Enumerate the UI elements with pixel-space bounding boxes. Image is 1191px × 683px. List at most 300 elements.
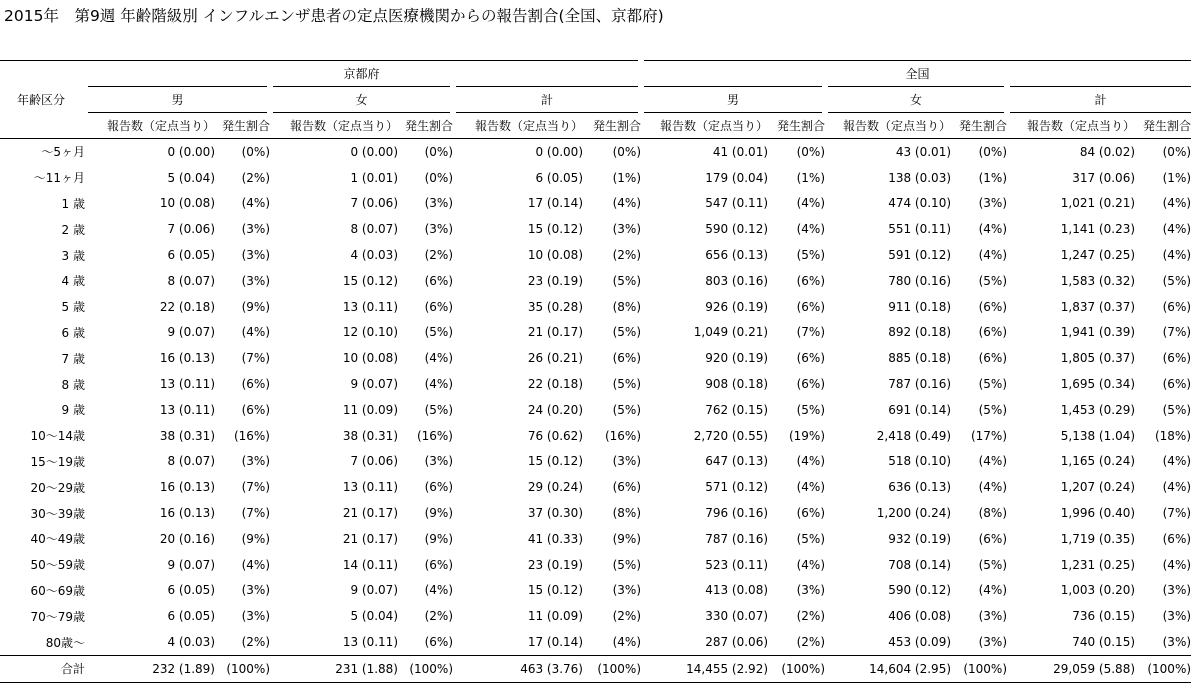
age-label: 年齢区分	[0, 61, 85, 139]
table-row	[0, 526, 1191, 552]
report-count-cell: 24 (0.20)	[527, 402, 583, 417]
rate-cell: (9%)	[612, 531, 642, 546]
report-count-cell: 8 (0.07)	[350, 222, 398, 237]
rate-cell: (7%)	[796, 325, 826, 340]
report-count-cell: 1,003 (0.20)	[1060, 583, 1136, 598]
report-count-cell: 8 (0.07)	[167, 273, 215, 288]
report-count-cell: 16 (0.13)	[159, 351, 215, 366]
report-count-cell: 796 (0.16)	[705, 506, 769, 521]
report-count-cell: 138 (0.03)	[888, 170, 952, 185]
table-row	[0, 629, 1191, 655]
table-row	[0, 294, 1191, 320]
rate-cell: (2%)	[796, 635, 826, 650]
sex-header-kyoto-female: 女	[270, 87, 453, 113]
report-count-cell: 9 (0.07)	[167, 325, 215, 340]
table-row	[0, 449, 1191, 475]
rate-cell: (5%)	[796, 248, 826, 263]
report-count-cell: 803 (0.16)	[705, 273, 769, 288]
rate-cell: (5%)	[612, 377, 642, 392]
rate-cell: (7%)	[241, 480, 270, 495]
rate-cell: (100%)	[768, 655, 825, 682]
rate-cell: (6%)	[978, 299, 1008, 314]
rate-cell: (6%)	[424, 557, 453, 572]
rate-cell: (5%)	[796, 531, 826, 546]
age-group-label: 9 歳	[61, 403, 85, 418]
report-count-cell: 708 (0.14)	[888, 557, 952, 572]
rate-cell: (6%)	[424, 635, 453, 650]
rate-cell: (2%)	[612, 609, 642, 624]
table-row	[0, 552, 1191, 578]
age-group-label: 6 歳	[61, 325, 85, 340]
rate-cell: (3%)	[241, 273, 270, 288]
report-count-cell: 1 (0.01)	[350, 170, 398, 185]
table-row	[0, 320, 1191, 346]
age-group-label: 40〜49歳	[30, 532, 85, 547]
rate-cell: (3%)	[612, 454, 642, 469]
rate-cell: (6%)	[1162, 351, 1191, 366]
rate-cell: (4%)	[978, 583, 1008, 598]
report-count-cell: 1,805 (0.37)	[1060, 351, 1136, 366]
report-count-cell: 656 (0.13)	[705, 248, 769, 263]
rate-cell: (2%)	[612, 248, 642, 263]
report-count-cell: 8 (0.07)	[167, 454, 215, 469]
report-count-cell: 11 (0.09)	[527, 609, 583, 624]
col-header-rate: 発生割合	[1135, 113, 1191, 139]
report-count-cell: 1,247 (0.25)	[1060, 248, 1136, 263]
report-count-cell: 13 (0.11)	[159, 402, 215, 417]
report-count-cell: 1,583 (0.32)	[1060, 273, 1136, 288]
rate-cell: (5%)	[978, 273, 1008, 288]
report-count-cell: 7 (0.06)	[350, 454, 398, 469]
report-count-cell: 179 (0.04)	[705, 170, 769, 185]
rate-cell: (6%)	[424, 299, 453, 314]
rate-cell: (16%)	[233, 428, 270, 443]
report-count-cell: 231 (1.88)	[270, 655, 398, 682]
rate-cell: (4%)	[796, 196, 826, 211]
report-count-cell: 474 (0.10)	[888, 196, 952, 211]
age-group-label: 60〜69歳	[30, 583, 85, 598]
rate-cell: (5%)	[612, 402, 642, 417]
report-count-cell: 41 (0.33)	[527, 531, 583, 546]
report-count-cell: 911 (0.18)	[888, 299, 952, 314]
report-count-cell: 636 (0.13)	[888, 480, 952, 495]
rate-cell: (4%)	[978, 222, 1008, 237]
report-count-cell: 0 (0.00)	[535, 144, 583, 159]
rate-cell: (2%)	[424, 609, 453, 624]
age-group-label: 2 歳	[61, 222, 85, 237]
rate-cell: (5%)	[978, 557, 1008, 572]
report-count-cell: 1,719 (0.35)	[1060, 531, 1136, 546]
rate-cell: (100%)	[951, 655, 1007, 682]
age-group-label: 1 歳	[61, 196, 85, 211]
header-row-columns	[0, 113, 1191, 139]
rate-cell: (5%)	[1162, 402, 1191, 417]
report-count-cell: 84 (0.02)	[1079, 144, 1136, 159]
report-count-cell: 547 (0.11)	[705, 196, 769, 211]
report-count-cell: 1,231 (0.25)	[1060, 557, 1136, 572]
age-group-label: 7 歳	[61, 351, 85, 366]
report-count-cell: 11 (0.09)	[342, 402, 398, 417]
rate-cell: (1%)	[1162, 170, 1191, 185]
rate-cell: (9%)	[241, 531, 270, 546]
table-row	[0, 500, 1191, 526]
rate-cell: (4%)	[796, 480, 826, 495]
report-count-cell: 571 (0.12)	[705, 480, 769, 495]
rate-cell: (4%)	[1162, 480, 1191, 495]
report-count-cell: 413 (0.08)	[705, 583, 769, 598]
age-group-label: 70〜79歳	[30, 609, 85, 624]
age-group-label: 〜5ヶ月	[41, 145, 85, 160]
rate-cell: (6%)	[1162, 531, 1191, 546]
rate-cell: (7%)	[1162, 506, 1191, 521]
report-count-cell: 232 (1.89)	[85, 655, 215, 682]
rate-cell: (3%)	[978, 635, 1008, 650]
rate-cell: (3%)	[1162, 635, 1191, 650]
table-row	[0, 423, 1191, 449]
report-count-cell: 591 (0.12)	[888, 248, 952, 263]
rate-cell: (6%)	[1162, 377, 1191, 392]
report-count-cell: 15 (0.12)	[527, 454, 583, 469]
age-group-label: 4 歳	[61, 274, 85, 289]
rate-cell: (9%)	[424, 531, 453, 546]
report-count-cell: 43 (0.01)	[895, 144, 952, 159]
rate-cell: (4%)	[241, 557, 270, 572]
rate-cell: (3%)	[612, 583, 642, 598]
rate-cell: (3%)	[1162, 609, 1191, 624]
rate-cell: (3%)	[241, 248, 270, 263]
report-count-cell: 15 (0.12)	[527, 222, 583, 237]
rate-cell: (100%)	[583, 655, 641, 682]
rate-cell: (6%)	[424, 480, 453, 495]
report-count-cell: 0 (0.00)	[350, 144, 398, 159]
rate-cell: (16%)	[604, 428, 642, 443]
rate-cell: (8%)	[978, 506, 1008, 521]
rate-cell: (6%)	[796, 351, 826, 366]
report-count-cell: 926 (0.19)	[705, 299, 769, 314]
header-row-region	[0, 61, 1191, 87]
report-count-cell: 0 (0.00)	[167, 144, 215, 159]
rate-cell: (3%)	[241, 222, 270, 237]
report-count-cell: 5,138 (1.04)	[1060, 428, 1136, 443]
col-header-reports: 報告数（定点当り）	[1007, 113, 1135, 139]
report-count-cell: 932 (0.19)	[888, 531, 952, 546]
report-count-cell: 1,695 (0.34)	[1060, 377, 1136, 392]
rate-cell: (6%)	[796, 377, 826, 392]
rate-cell: (4%)	[796, 222, 826, 237]
report-count-cell: 35 (0.28)	[527, 299, 583, 314]
report-count-cell: 4 (0.03)	[350, 248, 398, 263]
sex-header-kyoto-male: 男	[85, 87, 270, 113]
rate-cell: (5%)	[424, 402, 453, 417]
rate-cell: (4%)	[978, 454, 1008, 469]
report-count-cell: 20 (0.16)	[159, 531, 215, 546]
rate-cell: (16%)	[416, 428, 453, 443]
report-count-cell: 10 (0.08)	[342, 351, 398, 366]
report-count-cell: 6 (0.05)	[167, 609, 215, 624]
col-header-reports: 報告数（定点当り）	[85, 113, 215, 139]
report-count-cell: 6 (0.05)	[167, 583, 215, 598]
age-group-label: 〜11ヶ月	[33, 171, 85, 186]
rate-cell: (100%)	[1135, 655, 1191, 682]
rate-cell: (5%)	[1162, 273, 1191, 288]
rate-cell: (6%)	[978, 531, 1008, 546]
age-group-label: 80歳〜	[45, 635, 85, 650]
table-row	[0, 191, 1191, 217]
age-group-label: 8 歳	[61, 377, 85, 392]
rate-cell: (6%)	[612, 480, 642, 495]
rate-cell: (4%)	[1162, 454, 1191, 469]
age-group-label: 50〜59歳	[30, 558, 85, 573]
report-count-cell: 9 (0.07)	[350, 583, 398, 598]
report-count-cell: 787 (0.16)	[888, 377, 952, 392]
report-count-cell: 523 (0.11)	[705, 557, 769, 572]
report-count-cell: 518 (0.10)	[888, 454, 952, 469]
rate-cell: (8%)	[612, 299, 642, 314]
report-count-cell: 14,455 (2.92)	[641, 655, 768, 682]
rate-cell: (5%)	[612, 557, 642, 572]
rate-cell: (8%)	[612, 506, 642, 521]
rate-cell: (0%)	[241, 144, 270, 159]
report-count-cell: 13 (0.11)	[342, 299, 398, 314]
age-group-label: 5 歳	[61, 300, 85, 315]
report-count-cell: 1,996 (0.40)	[1060, 506, 1136, 521]
report-count-cell: 287 (0.06)	[705, 635, 769, 650]
report-count-cell: 736 (0.15)	[1072, 609, 1136, 624]
report-count-cell: 762 (0.15)	[705, 402, 769, 417]
rate-cell: (6%)	[424, 273, 453, 288]
rate-cell: (3%)	[796, 583, 826, 598]
report-count-cell: 15 (0.12)	[342, 273, 398, 288]
col-header-reports: 報告数（定点当り）	[453, 113, 583, 139]
sex-header-national-female: 女	[825, 87, 1007, 113]
rate-cell: (0%)	[796, 144, 826, 159]
report-count-cell: 15 (0.12)	[527, 583, 583, 598]
col-header-reports: 報告数（定点当り）	[270, 113, 398, 139]
report-count-cell: 740 (0.15)	[1072, 635, 1136, 650]
report-count-cell: 787 (0.16)	[705, 531, 769, 546]
col-header-reports: 報告数（定点当り）	[641, 113, 768, 139]
rate-cell: (9%)	[241, 299, 270, 314]
report-count-cell: 10 (0.08)	[527, 248, 583, 263]
rate-cell: (6%)	[241, 377, 270, 392]
rate-cell: (0%)	[612, 144, 642, 159]
report-count-cell: 691 (0.14)	[888, 402, 952, 417]
age-group-label: 15〜19歳	[30, 454, 85, 469]
rate-cell: (0%)	[424, 170, 453, 185]
report-count-cell: 463 (3.76)	[453, 655, 583, 682]
rate-cell: (3%)	[424, 222, 453, 237]
report-count-cell: 29,059 (5.88)	[1007, 655, 1135, 682]
rate-cell: (3%)	[424, 196, 453, 211]
report-count-cell: 780 (0.16)	[888, 273, 952, 288]
report-count-cell: 22 (0.18)	[159, 299, 215, 314]
region-national: 全国	[641, 61, 1191, 87]
rate-cell: (3%)	[978, 196, 1008, 211]
rate-cell: (1%)	[978, 170, 1008, 185]
report-count-cell: 1,453 (0.29)	[1060, 402, 1136, 417]
rate-cell: (4%)	[612, 196, 642, 211]
report-count-cell: 13 (0.11)	[342, 635, 398, 650]
rate-cell: (9%)	[424, 506, 453, 521]
rate-cell: (1%)	[612, 170, 642, 185]
table-row	[0, 371, 1191, 397]
col-header-rate: 発生割合	[951, 113, 1007, 139]
rate-cell: (4%)	[424, 583, 453, 598]
table-row	[0, 165, 1191, 191]
report-count-cell: 76 (0.62)	[527, 428, 583, 443]
report-count-cell: 892 (0.18)	[888, 325, 952, 340]
rate-cell: (3%)	[1162, 583, 1191, 598]
rate-cell: (18%)	[1154, 428, 1191, 443]
table-row	[0, 474, 1191, 500]
rate-cell: (2%)	[241, 170, 270, 185]
rate-cell: (100%)	[398, 655, 453, 682]
age-group-label: 合計	[0, 655, 85, 682]
rate-cell: (3%)	[978, 609, 1008, 624]
report-count-cell: 6 (0.05)	[167, 248, 215, 263]
region-kyoto: 京都府	[85, 61, 641, 87]
rate-cell: (19%)	[788, 428, 826, 443]
report-count-cell: 1,049 (0.21)	[693, 325, 769, 340]
col-header-rate: 発生割合	[215, 113, 270, 139]
rate-cell: (2%)	[424, 248, 453, 263]
report-count-cell: 21 (0.17)	[342, 506, 398, 521]
report-count-cell: 10 (0.08)	[159, 196, 215, 211]
report-count-cell: 1,941 (0.39)	[1060, 325, 1136, 340]
report-count-cell: 26 (0.21)	[527, 351, 583, 366]
rate-cell: (17%)	[970, 428, 1008, 443]
rate-cell: (4%)	[1162, 196, 1191, 211]
table-row	[0, 578, 1191, 604]
report-count-cell: 1,200 (0.24)	[876, 506, 952, 521]
page-title: 2015年 第9週 年齢階級別 インフルエンザ患者の定点医療機関からの報告割合(全国、京都府)	[4, 7, 664, 25]
report-count-cell: 6 (0.05)	[535, 170, 583, 185]
rate-cell: (0%)	[424, 144, 453, 159]
report-count-cell: 16 (0.13)	[159, 506, 215, 521]
report-count-cell: 21 (0.17)	[527, 325, 583, 340]
rate-cell: (0%)	[1162, 144, 1191, 159]
table-row	[0, 242, 1191, 268]
rate-cell: (4%)	[796, 454, 826, 469]
rate-cell: (4%)	[978, 248, 1008, 263]
rate-cell: (4%)	[796, 557, 826, 572]
report-count-cell: 38 (0.31)	[342, 428, 398, 443]
rate-cell: (6%)	[796, 273, 826, 288]
report-count-cell: 13 (0.11)	[159, 377, 215, 392]
rate-cell: (0%)	[978, 144, 1008, 159]
age-group-label: 10〜14歳	[30, 429, 85, 444]
report-count-cell: 38 (0.31)	[159, 428, 215, 443]
rate-cell: (4%)	[1162, 248, 1191, 263]
rate-cell: (5%)	[978, 402, 1008, 417]
rate-cell: (6%)	[241, 402, 270, 417]
rate-cell: (4%)	[612, 635, 642, 650]
report-count-cell: 885 (0.18)	[888, 351, 952, 366]
report-count-cell: 9 (0.07)	[350, 377, 398, 392]
rate-cell: (3%)	[241, 454, 270, 469]
report-count-cell: 16 (0.13)	[159, 480, 215, 495]
rate-cell: (5%)	[978, 377, 1008, 392]
report-count-cell: 1,165 (0.24)	[1060, 454, 1136, 469]
rate-cell: (4%)	[978, 480, 1008, 495]
age-group-label: 3 歳	[61, 248, 85, 263]
report-count-cell: 317 (0.06)	[1072, 170, 1136, 185]
rate-cell: (3%)	[241, 583, 270, 598]
rate-cell: (6%)	[796, 506, 826, 521]
report-count-cell: 551 (0.11)	[888, 222, 952, 237]
rate-cell: (2%)	[796, 609, 826, 624]
report-count-cell: 5 (0.04)	[350, 609, 398, 624]
report-count-cell: 2,418 (0.49)	[876, 428, 952, 443]
rate-cell: (5%)	[796, 402, 826, 417]
rate-cell: (6%)	[978, 325, 1008, 340]
rate-cell: (6%)	[1162, 299, 1191, 314]
rate-cell: (5%)	[424, 325, 453, 340]
report-count-cell: 14,604 (2.95)	[825, 655, 951, 682]
report-count-cell: 1,021 (0.21)	[1060, 196, 1136, 211]
report-count-cell: 7 (0.06)	[350, 196, 398, 211]
report-count-cell: 13 (0.11)	[342, 480, 398, 495]
table-row	[0, 603, 1191, 629]
report-count-cell: 1,141 (0.23)	[1060, 222, 1136, 237]
report-count-cell: 21 (0.17)	[342, 531, 398, 546]
col-header-rate: 発生割合	[768, 113, 825, 139]
age-group-label: 30〜39歳	[30, 506, 85, 521]
rate-cell: (7%)	[241, 351, 270, 366]
table-row	[0, 345, 1191, 371]
report-count-cell: 908 (0.18)	[705, 377, 769, 392]
report-count-cell: 17 (0.14)	[527, 196, 583, 211]
sex-header-national-total: 計	[1007, 87, 1191, 113]
table-row	[0, 216, 1191, 242]
rate-cell: (6%)	[612, 351, 642, 366]
rate-cell: (7%)	[241, 506, 270, 521]
report-count-cell: 330 (0.07)	[705, 609, 769, 624]
col-header-reports: 報告数（定点当り）	[825, 113, 951, 139]
rate-cell: (5%)	[612, 325, 642, 340]
rate-cell: (3%)	[612, 222, 642, 237]
report-count-cell: 17 (0.14)	[527, 635, 583, 650]
rate-cell: (5%)	[612, 273, 642, 288]
report-count-cell: 9 (0.07)	[167, 557, 215, 572]
col-header-rate: 発生割合	[583, 113, 641, 139]
influenza-report-table	[0, 60, 1191, 683]
rate-cell: (6%)	[796, 299, 826, 314]
report-count-cell: 23 (0.19)	[527, 273, 583, 288]
rate-cell: (4%)	[1162, 222, 1191, 237]
rate-cell: (100%)	[215, 655, 270, 682]
report-count-cell: 23 (0.19)	[527, 557, 583, 572]
rate-cell: (4%)	[241, 196, 270, 211]
age-group-label: 20〜29歳	[30, 480, 85, 495]
report-count-cell: 453 (0.09)	[888, 635, 952, 650]
total-row	[0, 655, 1191, 682]
header-row-sex	[0, 87, 1191, 113]
rate-cell: (4%)	[424, 351, 453, 366]
report-count-cell: 2,720 (0.55)	[693, 428, 769, 443]
rate-cell: (3%)	[241, 609, 270, 624]
table-row	[0, 139, 1191, 165]
table-row	[0, 268, 1191, 294]
report-count-cell: 37 (0.30)	[527, 506, 583, 521]
report-count-cell: 1,207 (0.24)	[1060, 480, 1136, 495]
rate-cell: (3%)	[424, 454, 453, 469]
report-count-cell: 7 (0.06)	[167, 222, 215, 237]
sex-header-kyoto-total: 計	[453, 87, 641, 113]
report-count-cell: 14 (0.11)	[342, 557, 398, 572]
rate-cell: (2%)	[241, 635, 270, 650]
report-count-cell: 12 (0.10)	[342, 325, 398, 340]
